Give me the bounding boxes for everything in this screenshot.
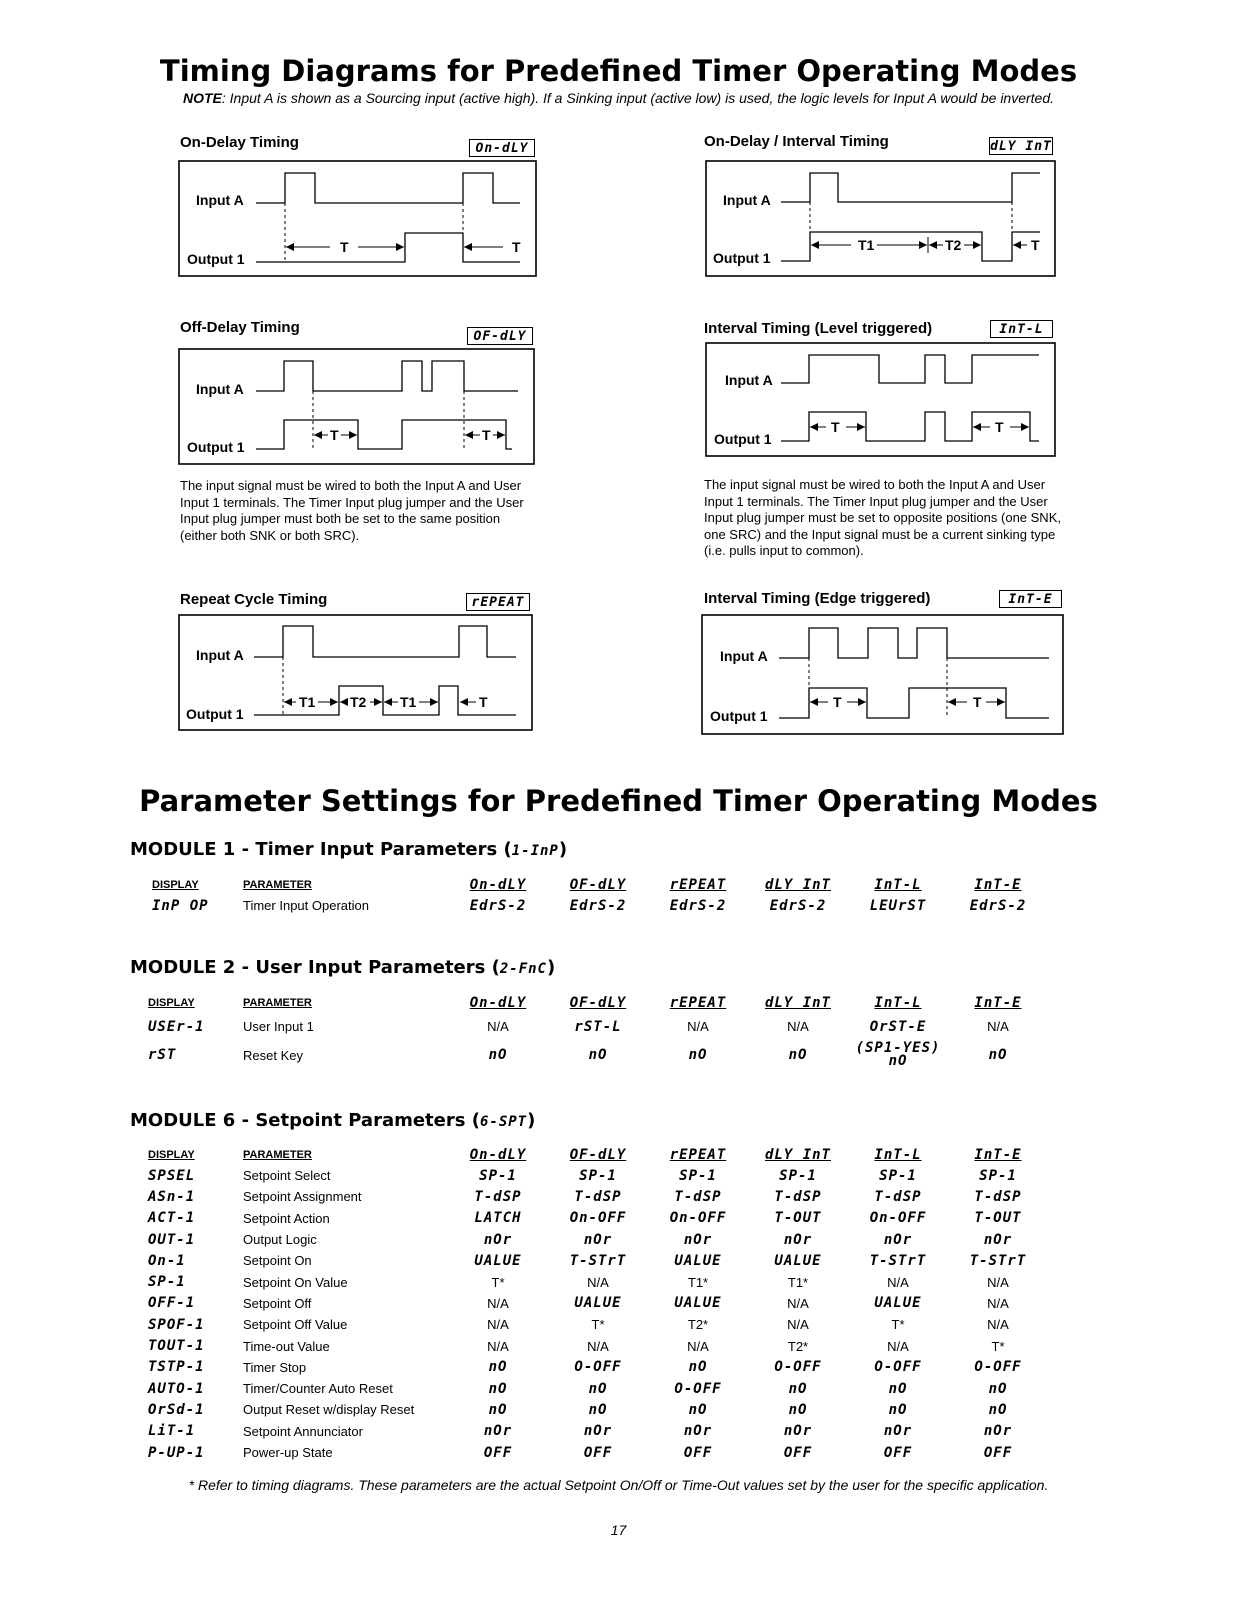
table-header-row [148, 1145, 1048, 1165]
mode-value: rST-L [574, 1018, 622, 1035]
table-row [148, 1399, 1048, 1420]
display-code: OFF-1 [148, 1295, 196, 1312]
mode-value: OFF [683, 1444, 713, 1461]
parameter-name: Reset Key [243, 1047, 303, 1063]
page-number: 17 [610, 1522, 627, 1538]
header-mode: InT-E [974, 877, 1022, 893]
ondelay-diagram [178, 160, 538, 278]
mode-value: N/A [787, 1019, 809, 1034]
mode-value: T2* [687, 1317, 709, 1333]
mode-value: N/A [487, 1338, 509, 1354]
inte-input-label: Input A [720, 648, 768, 664]
display-code: ASn-1 [148, 1188, 196, 1205]
parameter-name: User Input 1 [243, 1019, 314, 1034]
note-text: : Input A is shown as a Sourcing input (active high). If a Sinking input (active low) is used, the logic levels for Input A would be inverted. [221, 90, 1055, 106]
repeat-diagram [178, 614, 534, 732]
mode-value: SP-1 [579, 1167, 617, 1184]
dlyint-t3-label: T [1031, 237, 1040, 253]
mode-value: OFF [583, 1444, 613, 1461]
table-row [148, 1442, 1048, 1463]
ondelay-code-badge: On-dLY [469, 139, 535, 157]
mode-value: T1* [687, 1274, 709, 1290]
repeat-input-label: Input A [196, 647, 244, 663]
header-parameter: PARAMETER [243, 1149, 312, 1161]
parameter-name: Power-up State [243, 1445, 333, 1460]
table-row [148, 1357, 1048, 1378]
footnote: * Refer to timing diagrams. These parameters are the actual Setpoint On/Off or Time-Out values set by the user for the specific application. [188, 1477, 1049, 1493]
table-row [148, 1229, 1048, 1250]
table-row [148, 1250, 1048, 1271]
mode-value: EdrS-2 [469, 897, 527, 914]
mode-value: On-OFF [669, 1210, 727, 1227]
mode-value: nOr [683, 1231, 713, 1248]
module6-code: 6-SPT [479, 1114, 528, 1130]
mode-value: nO [788, 1047, 808, 1063]
mode-value: nOr [983, 1423, 1013, 1440]
module1-code: 1-InP [511, 843, 559, 859]
table-header-row [148, 993, 1048, 1013]
mode-value: EdrS-2 [569, 897, 627, 914]
header-display: DISPLAY [148, 997, 195, 1009]
inte-t2-label: T [973, 694, 982, 710]
mode-value: nO [488, 1359, 508, 1376]
module2-table [148, 993, 1048, 1070]
note [0, 90, 1237, 106]
mode-value: nOr [883, 1231, 913, 1248]
header-mode: OF-dLY [569, 1147, 627, 1163]
mode-value: LATCH [474, 1210, 522, 1227]
mode-value-main: nO [888, 1053, 908, 1069]
module2-title-close: ) [547, 957, 556, 978]
table-row [148, 1271, 1048, 1292]
mode-value: N/A [787, 1295, 809, 1311]
mode-value: nO [588, 1380, 608, 1397]
module6-title [130, 1110, 535, 1131]
section-title-parameters: Parameter Settings for Predefined Timer Operating Modes [139, 784, 1098, 818]
mode-value: nO [488, 1047, 508, 1063]
mode-value: nO [688, 1047, 708, 1063]
intl-description: The input signal must be wired to both the Input A and User Input 1 terminals. The Timer Input plug jumper and the User Input plug jumper must be set to opposite positions (one SNK, one SRC) and the Input signal must be a current sinking type (i.e. pulls input to common). [704, 477, 1061, 558]
header-mode: On-dLY [469, 995, 527, 1011]
mode-value: T-OUT [974, 1210, 1022, 1227]
intl-t2-label: T [995, 419, 1004, 435]
module2-title [130, 957, 555, 978]
header-mode: InT-L [874, 877, 922, 893]
module6-table [148, 1145, 1048, 1463]
mode-value: O-OFF [774, 1359, 822, 1376]
header-parameter: PARAMETER [243, 879, 312, 891]
mode-value: N/A [987, 1274, 1009, 1290]
module1-title-close: ) [558, 839, 568, 860]
dlyint-diagram [705, 160, 1057, 278]
mode-value: N/A [687, 1338, 709, 1354]
inte-output-label: Output 1 [710, 708, 768, 724]
mode-value: N/A [987, 1317, 1009, 1333]
dlyint-code-badge: dLY InT [990, 139, 1052, 154]
mode-value: N/A [687, 1019, 709, 1034]
mode-value: On-OFF [869, 1210, 927, 1227]
mode-value: OrST-E [869, 1018, 927, 1035]
parameter-name: Setpoint Off [243, 1295, 312, 1311]
inte-t1-label: T [833, 694, 842, 710]
offdelay-title: Off-Delay Timing [180, 319, 300, 336]
mode-value: nOr [683, 1423, 713, 1440]
mode-value: N/A [587, 1274, 609, 1290]
mode-value: UALUE [474, 1252, 522, 1269]
mode-value: T-dSP [974, 1188, 1022, 1205]
ondelay-t1-label: T [340, 239, 349, 255]
header-mode: On-dLY [469, 877, 527, 893]
mode-value: UALUE [674, 1252, 722, 1269]
header-mode: rEPEAT [669, 877, 727, 893]
mode-value: nOr [783, 1423, 813, 1440]
header-mode: OF-dLY [569, 995, 627, 1011]
module2-title-text: MODULE 2 - User Input Parameters ( [130, 957, 500, 978]
module6-title-text: MODULE 6 - Setpoint Parameters ( [130, 1110, 480, 1131]
parameter-name: Output Logic [243, 1232, 317, 1248]
mode-value: SP-1 [979, 1167, 1017, 1184]
ondelay-t2-label: T [512, 239, 521, 255]
display-code: P-UP-1 [148, 1444, 205, 1461]
mode-value: T-dSP [774, 1188, 822, 1205]
mode-value: N/A [587, 1338, 609, 1354]
repeat-title: Repeat Cycle Timing [180, 591, 328, 608]
mode-value: On-OFF [569, 1210, 627, 1227]
mode-value: nO [588, 1047, 608, 1063]
mode-value: N/A [887, 1338, 909, 1354]
parameter-name: Timer/Counter Auto Reset [243, 1381, 393, 1397]
mode-value: SP-1 [679, 1167, 717, 1184]
mode-value: T-dSP [874, 1188, 922, 1205]
table-row [148, 1378, 1048, 1399]
table-row [148, 1186, 1048, 1207]
note-label: NOTE [182, 90, 222, 106]
repeat-t1-label: T1 [299, 694, 316, 710]
mode-value: nO [488, 1401, 508, 1418]
offdelay-output-label: Output 1 [187, 439, 245, 455]
dlyint-title: On-Delay / Interval Timing [704, 133, 889, 150]
mode-value: nO [788, 1401, 808, 1418]
dlyint-t1-label: T1 [858, 237, 875, 253]
inte-title: Interval Timing (Edge triggered) [704, 590, 931, 607]
module1-table [148, 875, 1048, 916]
parameter-name: Setpoint On [243, 1253, 312, 1269]
header-display: DISPLAY [148, 1149, 195, 1161]
mode-value: OFF [983, 1444, 1013, 1461]
offdelay-input-label: Input A [196, 381, 244, 397]
header-mode: dLY InT [764, 877, 831, 893]
mode-value: T* [991, 1338, 1005, 1354]
display-code: USEr-1 [148, 1018, 205, 1035]
parameter-name: Setpoint Off Value [243, 1317, 348, 1333]
mode-value: T-STrT [869, 1252, 927, 1269]
display-code: ACT-1 [148, 1210, 196, 1227]
mode-value: T-STrT [969, 1252, 1027, 1269]
mode-value: N/A [887, 1274, 909, 1290]
mode-value: N/A [787, 1317, 809, 1333]
intl-output-label: Output 1 [714, 431, 772, 447]
parameter-name: Setpoint Select [243, 1168, 331, 1184]
mode-value: nO [688, 1401, 708, 1418]
repeat-t2-label: T2 [350, 694, 367, 710]
mode-value: T-dSP [674, 1188, 722, 1205]
mode-value: T-OUT [774, 1210, 822, 1227]
mode-value: nOr [883, 1423, 913, 1440]
mode-value: T-dSP [574, 1188, 622, 1205]
table-row [148, 1335, 1048, 1356]
mode-value: EdrS-2 [769, 897, 827, 914]
module2-code: 2-FnC [499, 961, 547, 977]
repeat-t4-label: T [479, 694, 488, 710]
module6-title-close: ) [527, 1110, 536, 1131]
dlyint-input-label: Input A [723, 192, 771, 208]
header-mode: rEPEAT [669, 995, 727, 1011]
mode-value: EdrS-2 [669, 897, 727, 914]
mode-value: UALUE [574, 1295, 622, 1312]
offdelay-code-badge: OF-dLY [467, 327, 533, 345]
inte-diagram [701, 614, 1065, 736]
display-code: SP-1 [148, 1274, 186, 1291]
mode-value-extra: (SP1-YES) [855, 1040, 941, 1056]
table-row [148, 1293, 1048, 1314]
mode-value: N/A [487, 1317, 509, 1333]
mode-value: nO [788, 1380, 808, 1397]
repeat-code-badge: rEPEAT [466, 593, 530, 611]
header-mode: InT-E [974, 995, 1022, 1011]
mode-value: SP-1 [879, 1167, 917, 1184]
intl-t1-label: T [831, 419, 840, 435]
parameter-name: Setpoint On Value [243, 1274, 348, 1290]
header-mode: InT-L [874, 1147, 922, 1163]
parameter-name: Timer Input Operation [243, 898, 369, 914]
parameter-name: Timer Stop [243, 1359, 307, 1375]
offdelay-t1-label: T [330, 427, 339, 443]
mode-value: T-STrT [569, 1252, 627, 1269]
module1-title [130, 839, 567, 860]
intl-input-label: Input A [725, 372, 773, 388]
header-mode: InT-L [874, 995, 922, 1011]
mode-value: EdrS-2 [969, 897, 1027, 914]
display-code: TSTP-1 [148, 1359, 205, 1376]
mode-value: UALUE [874, 1295, 922, 1312]
mode-value: T-dSP [474, 1188, 522, 1205]
mode-value: O-OFF [974, 1359, 1022, 1376]
header-mode: InT-E [974, 1147, 1022, 1163]
mode-value: T* [591, 1317, 605, 1333]
ondelay-output-label: Output 1 [187, 251, 245, 267]
mode-value: O-OFF [874, 1359, 922, 1376]
mode-value: T* [891, 1317, 905, 1333]
mode-value: nOr [483, 1231, 513, 1248]
mode-value: T1* [787, 1274, 809, 1290]
table-row [148, 1013, 1048, 1040]
parameter-name: Setpoint Assignment [243, 1189, 362, 1205]
mode-value: nO [588, 1401, 608, 1418]
mode-value: UALUE [774, 1252, 822, 1269]
mode-value: T* [491, 1274, 505, 1290]
display-code: OrSd-1 [148, 1401, 205, 1418]
module1-title-text: MODULE 1 - Timer Input Parameters ( [130, 839, 512, 860]
mode-value: nOr [583, 1231, 613, 1248]
mode-value: nOr [583, 1423, 613, 1440]
display-code: OUT-1 [148, 1231, 196, 1248]
repeat-t3-label: T1 [400, 694, 417, 710]
table-row [148, 1040, 1048, 1070]
mode-value: UALUE [674, 1295, 722, 1312]
mode-value: OFF [483, 1444, 513, 1461]
parameter-name: Time-out Value [243, 1338, 330, 1354]
offdelay-description: The input signal must be wired to both the Input A and User Input 1 terminals. The Timer Input plug jumper and the User Input plug jumper must both be set to the same position (either both SNK or both SRC). [180, 478, 524, 543]
mode-value: nO [988, 1380, 1008, 1397]
header-parameter: PARAMETER [243, 997, 312, 1009]
mode-value: N/A [987, 1019, 1009, 1034]
inte-code-badge: InT-E [999, 590, 1062, 608]
mode-value: nOr [483, 1423, 513, 1440]
display-code: SPSEL [148, 1167, 196, 1184]
mode-value: nOr [983, 1231, 1013, 1248]
page-title: Timing Diagrams for Predefined Timer Operating Modes [159, 54, 1078, 88]
mode-value: N/A [987, 1295, 1009, 1311]
mode-value: SP-1 [779, 1167, 817, 1184]
dlyint-output-label: Output 1 [713, 250, 771, 266]
mode-value: nO [888, 1380, 908, 1397]
header-mode: dLY InT [764, 995, 831, 1011]
table-row [148, 1314, 1048, 1335]
header-mode: rEPEAT [669, 1147, 727, 1163]
header-mode: dLY InT [764, 1147, 831, 1163]
header-mode: On-dLY [469, 1147, 527, 1163]
table-row [148, 1165, 1048, 1186]
offdelay-t2-label: T [482, 427, 491, 443]
display-code: TOUT-1 [148, 1338, 205, 1355]
table-header-row [148, 875, 1048, 895]
mode-value: N/A [487, 1019, 509, 1034]
mode-value: O-OFF [574, 1359, 622, 1376]
mode-value: nO [888, 1401, 908, 1418]
mode-value: nO [688, 1359, 708, 1376]
mode-value: N/A [487, 1295, 509, 1311]
intl-code-badge: InT-L [990, 320, 1053, 338]
mode-value: T2* [787, 1338, 809, 1354]
display-code: On-1 [148, 1252, 186, 1269]
mode-value: nO [488, 1380, 508, 1397]
display-code: AUTO-1 [148, 1380, 205, 1397]
intl-title: Interval Timing (Level triggered) [704, 320, 933, 337]
mode-value: O-OFF [674, 1380, 722, 1397]
repeat-output-label: Output 1 [186, 706, 244, 722]
dlyint-t2-label: T2 [945, 237, 962, 253]
ondelay-input-label: Input A [196, 192, 244, 208]
display-code: SPOF-1 [148, 1316, 205, 1333]
mode-value: OFF [883, 1444, 913, 1461]
mode-value: nO [988, 1401, 1008, 1418]
parameter-name: Setpoint Annunciator [243, 1423, 363, 1439]
header-mode: OF-dLY [569, 877, 627, 893]
table-row [148, 1421, 1048, 1442]
offdelay-diagram [178, 348, 536, 466]
header-display: DISPLAY [152, 879, 199, 891]
parameter-name: Setpoint Action [243, 1210, 330, 1226]
intl-diagram [705, 342, 1057, 458]
table-row [148, 1208, 1048, 1229]
display-code: LiT-1 [148, 1423, 196, 1440]
mode-value: LEUrST [869, 897, 927, 914]
mode-value: nO [988, 1047, 1008, 1063]
ondelay-title: On-Delay Timing [180, 134, 299, 151]
mode-value: SP-1 [479, 1167, 517, 1184]
display-code: InP OP [152, 897, 209, 914]
table-row [148, 895, 1048, 916]
display-code: rST [148, 1047, 177, 1063]
mode-value [848, 1040, 948, 1070]
mode-value: nOr [783, 1231, 813, 1248]
mode-value: OFF [783, 1444, 813, 1461]
parameter-name: Output Reset w/display Reset [243, 1402, 415, 1418]
